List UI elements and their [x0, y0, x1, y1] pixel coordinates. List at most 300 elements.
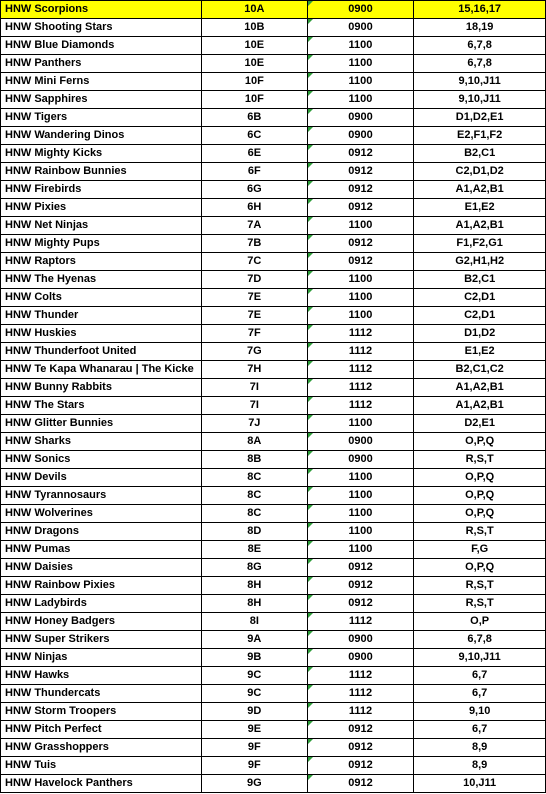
number-as-text-marker-icon: [308, 1, 313, 6]
table-row: [1, 343, 546, 361]
time-cell[interactable]: [307, 1, 414, 19]
grade-cell[interactable]: [201, 595, 307, 613]
grade-cell[interactable]: [201, 577, 307, 595]
number-as-text-marker-icon: [308, 667, 313, 672]
fields-cell[interactable]: [414, 721, 546, 739]
team-name-cell[interactable]: [1, 199, 202, 217]
fields-cell[interactable]: [414, 217, 546, 235]
team-name-cell[interactable]: [1, 127, 202, 145]
table-row: [1, 289, 546, 307]
time-text: 1112: [348, 669, 373, 681]
time-cell[interactable]: [307, 109, 414, 127]
fields-cell[interactable]: [414, 487, 546, 505]
fields-text: O,P,Q: [465, 507, 495, 519]
fields-cell[interactable]: [414, 505, 546, 523]
team-name-cell[interactable]: [1, 109, 202, 127]
grade-cell[interactable]: [201, 37, 307, 55]
grade-cell[interactable]: [201, 613, 307, 631]
table-row: [1, 577, 546, 595]
fields-cell[interactable]: [414, 109, 546, 127]
grade-text: 8C: [247, 471, 262, 483]
team-name-cell[interactable]: [1, 757, 202, 775]
time-text: 0912: [348, 201, 373, 213]
team-name-text: HNW The Hyenas: [5, 273, 97, 285]
grade-cell[interactable]: [201, 253, 307, 271]
time-cell[interactable]: [307, 703, 414, 721]
grade-cell[interactable]: [201, 469, 307, 487]
number-as-text-marker-icon: [308, 541, 313, 546]
grade-cell[interactable]: [201, 199, 307, 217]
grade-cell[interactable]: [201, 505, 307, 523]
grade-cell[interactable]: [201, 271, 307, 289]
grade-cell[interactable]: [201, 235, 307, 253]
number-as-text-marker-icon: [308, 397, 313, 402]
team-name-cell[interactable]: [1, 487, 202, 505]
time-text: 0900: [348, 633, 373, 645]
team-name-text: HNW Mini Ferns: [5, 75, 90, 87]
fields-cell[interactable]: [414, 613, 546, 631]
team-name-cell[interactable]: [1, 73, 202, 91]
time-cell[interactable]: [307, 721, 414, 739]
fields-cell[interactable]: [414, 739, 546, 757]
team-name-cell[interactable]: [1, 1, 202, 19]
table-row: [1, 37, 546, 55]
time-cell[interactable]: [307, 235, 414, 253]
grade-cell[interactable]: [201, 559, 307, 577]
grade-cell[interactable]: [201, 343, 307, 361]
fields-text: A1,A2,B1: [455, 381, 504, 393]
grade-text: 9B: [247, 651, 262, 663]
number-as-text-marker-icon: [308, 523, 313, 528]
number-as-text-marker-icon: [308, 73, 313, 78]
time-cell[interactable]: [307, 685, 414, 703]
number-as-text-marker-icon: [308, 613, 313, 618]
team-name-cell[interactable]: [1, 649, 202, 667]
number-as-text-marker-icon: [308, 775, 313, 780]
time-cell[interactable]: [307, 451, 414, 469]
time-text: 1100: [348, 417, 373, 429]
grade-cell[interactable]: [201, 325, 307, 343]
time-cell[interactable]: [307, 91, 414, 109]
grade-text: 8H: [247, 579, 262, 591]
grade-text: 6B: [247, 111, 262, 123]
fields-cell[interactable]: [414, 469, 546, 487]
fields-text: R,S,T: [465, 597, 494, 609]
grade-text: 9F: [247, 759, 261, 771]
team-name-cell[interactable]: [1, 91, 202, 109]
fields-text: R,S,T: [465, 453, 494, 465]
number-as-text-marker-icon: [308, 307, 313, 312]
table-row: [1, 595, 546, 613]
team-name-text: HNW Pixies: [5, 201, 67, 213]
fields-cell[interactable]: [414, 343, 546, 361]
time-cell[interactable]: [307, 73, 414, 91]
fields-text: O,P,Q: [465, 471, 495, 483]
grade-cell[interactable]: [201, 145, 307, 163]
grade-cell[interactable]: [201, 163, 307, 181]
team-name-text: HNW Thunder: [5, 309, 79, 321]
fields-cell[interactable]: [414, 235, 546, 253]
number-as-text-marker-icon: [308, 163, 313, 168]
time-cell[interactable]: [307, 775, 414, 793]
time-cell[interactable]: [307, 577, 414, 595]
table-row: [1, 667, 546, 685]
team-name-text: HNW Ladybirds: [5, 597, 87, 609]
grade-text: 7B: [247, 237, 262, 249]
team-name-cell[interactable]: [1, 379, 202, 397]
team-name-text: HNW Dragons: [5, 525, 79, 537]
team-name-cell[interactable]: [1, 307, 202, 325]
time-cell[interactable]: [307, 379, 414, 397]
team-name-text: HNW Wolverines: [5, 507, 93, 519]
grade-text: 7G: [246, 345, 262, 357]
time-cell[interactable]: [307, 649, 414, 667]
fields-cell[interactable]: [414, 451, 546, 469]
time-text: 1100: [348, 291, 373, 303]
time-cell[interactable]: [307, 541, 414, 559]
fields-cell[interactable]: [414, 199, 546, 217]
time-cell[interactable]: [307, 289, 414, 307]
grade-text: 8C: [247, 489, 262, 501]
fields-cell[interactable]: [414, 703, 546, 721]
fields-cell[interactable]: [414, 325, 546, 343]
grade-cell[interactable]: [201, 289, 307, 307]
team-name-cell[interactable]: [1, 19, 202, 37]
time-text: 1100: [348, 489, 373, 501]
fields-text: A1,A2,B1: [455, 183, 504, 195]
team-name-text: HNW Te Kapa Whanarau | The Kicke: [5, 363, 194, 375]
fields-text: C2,D1,D2: [455, 165, 504, 177]
time-cell[interactable]: [307, 757, 414, 775]
fields-cell[interactable]: [414, 631, 546, 649]
grade-cell[interactable]: [201, 55, 307, 73]
fields-cell[interactable]: [414, 379, 546, 397]
time-cell[interactable]: [307, 631, 414, 649]
grade-text: 8A: [247, 435, 262, 447]
time-text: 0912: [348, 255, 373, 267]
team-name-cell[interactable]: [1, 577, 202, 595]
fields-cell[interactable]: [414, 253, 546, 271]
time-cell[interactable]: [307, 469, 414, 487]
time-cell[interactable]: [307, 559, 414, 577]
fields-cell[interactable]: [414, 1, 546, 19]
fields-cell[interactable]: [414, 37, 546, 55]
grade-cell[interactable]: [201, 379, 307, 397]
table-row: [1, 775, 546, 793]
fields-text: D2,E1: [464, 417, 495, 429]
table-row: [1, 757, 546, 775]
fields-cell[interactable]: [414, 271, 546, 289]
fields-text: 8,9: [472, 759, 488, 771]
fields-cell[interactable]: [414, 181, 546, 199]
time-cell[interactable]: [307, 667, 414, 685]
time-text: 0912: [348, 723, 373, 735]
time-cell[interactable]: [307, 415, 414, 433]
grade-cell[interactable]: [201, 307, 307, 325]
fields-text: F1,F2,G1: [456, 237, 503, 249]
grade-text: 9D: [247, 705, 262, 717]
table-row: [1, 721, 546, 739]
number-as-text-marker-icon: [308, 217, 313, 222]
fields-cell[interactable]: [414, 685, 546, 703]
fields-cell[interactable]: [414, 289, 546, 307]
team-name-cell[interactable]: [1, 343, 202, 361]
team-schedule-body: [1, 1, 546, 793]
team-name-cell[interactable]: [1, 217, 202, 235]
fields-cell[interactable]: [414, 415, 546, 433]
team-name-text: HNW Tigers: [5, 111, 68, 123]
fields-cell[interactable]: [414, 397, 546, 415]
fields-text: 18,19: [465, 21, 494, 33]
team-name-cell[interactable]: [1, 559, 202, 577]
team-name-text: HNW Thunderfoot United: [5, 345, 137, 357]
team-name-cell[interactable]: [1, 325, 202, 343]
grade-text: 8G: [246, 561, 262, 573]
grade-cell[interactable]: [201, 541, 307, 559]
team-name-cell[interactable]: [1, 631, 202, 649]
grade-cell[interactable]: [201, 667, 307, 685]
team-name-text: HNW Sharks: [5, 435, 72, 447]
time-cell[interactable]: [307, 325, 414, 343]
team-name-cell[interactable]: [1, 685, 202, 703]
team-name-cell[interactable]: [1, 595, 202, 613]
table-row: [1, 163, 546, 181]
fields-text: B2,C1: [464, 273, 496, 285]
team-name-cell[interactable]: [1, 523, 202, 541]
time-text: 0912: [348, 165, 373, 177]
fields-text: O,P,Q: [465, 435, 495, 447]
number-as-text-marker-icon: [308, 235, 313, 240]
time-cell[interactable]: [307, 613, 414, 631]
team-name-text: HNW Havelock Panthers: [5, 777, 133, 789]
time-cell[interactable]: [307, 487, 414, 505]
fields-cell[interactable]: [414, 577, 546, 595]
table-row: [1, 397, 546, 415]
fields-text: A1,A2,B1: [455, 399, 504, 411]
team-name-text: HNW Grasshoppers: [5, 741, 109, 753]
grade-text: 8B: [247, 453, 262, 465]
grade-cell[interactable]: [201, 109, 307, 127]
grade-cell[interactable]: [201, 703, 307, 721]
team-name-cell[interactable]: [1, 145, 202, 163]
table-row: [1, 91, 546, 109]
team-name-text: HNW Blue Diamonds: [5, 39, 115, 51]
time-text: 0900: [348, 435, 373, 447]
team-name-cell[interactable]: [1, 703, 202, 721]
team-name-cell[interactable]: [1, 451, 202, 469]
grade-cell[interactable]: [201, 757, 307, 775]
time-text: 0900: [348, 111, 373, 123]
time-cell[interactable]: [307, 199, 414, 217]
time-cell[interactable]: [307, 397, 414, 415]
fields-cell[interactable]: [414, 19, 546, 37]
fields-cell[interactable]: [414, 145, 546, 163]
time-cell[interactable]: [307, 307, 414, 325]
time-text: 0912: [348, 777, 373, 789]
fields-text: 6,7: [472, 687, 488, 699]
number-as-text-marker-icon: [308, 19, 313, 24]
fields-cell[interactable]: [414, 523, 546, 541]
fields-text: O,P,Q: [465, 561, 495, 573]
number-as-text-marker-icon: [308, 559, 313, 564]
team-name-cell[interactable]: [1, 541, 202, 559]
fields-cell[interactable]: [414, 73, 546, 91]
number-as-text-marker-icon: [308, 37, 313, 42]
table-row: [1, 505, 546, 523]
table-row: [1, 235, 546, 253]
fields-cell[interactable]: [414, 775, 546, 793]
number-as-text-marker-icon: [308, 361, 313, 366]
grade-cell[interactable]: [201, 19, 307, 37]
time-cell[interactable]: [307, 19, 414, 37]
fields-cell[interactable]: [414, 541, 546, 559]
time-cell[interactable]: [307, 595, 414, 613]
team-name-text: HNW Mighty Pups: [5, 237, 100, 249]
team-name-cell[interactable]: [1, 271, 202, 289]
grade-cell[interactable]: [201, 361, 307, 379]
time-cell[interactable]: [307, 433, 414, 451]
time-cell[interactable]: [307, 37, 414, 55]
team-name-cell[interactable]: [1, 613, 202, 631]
number-as-text-marker-icon: [308, 721, 313, 726]
table-row: [1, 181, 546, 199]
team-name-cell[interactable]: [1, 181, 202, 199]
fields-text: 10,J11: [463, 777, 497, 789]
team-name-cell[interactable]: [1, 55, 202, 73]
team-name-cell[interactable]: [1, 667, 202, 685]
time-text: 1100: [348, 273, 373, 285]
grade-cell[interactable]: [201, 181, 307, 199]
team-name-text: HNW Tuis: [5, 759, 57, 771]
fields-cell[interactable]: [414, 433, 546, 451]
grade-cell[interactable]: [201, 739, 307, 757]
grade-cell[interactable]: [201, 1, 307, 19]
time-cell[interactable]: [307, 145, 414, 163]
grade-text: 9C: [247, 687, 262, 699]
grade-cell[interactable]: [201, 721, 307, 739]
team-name-cell[interactable]: [1, 775, 202, 793]
time-cell[interactable]: [307, 217, 414, 235]
team-name-cell[interactable]: [1, 253, 202, 271]
time-text: 0900: [348, 129, 373, 141]
team-name-cell[interactable]: [1, 739, 202, 757]
time-cell[interactable]: [307, 523, 414, 541]
grade-cell[interactable]: [201, 127, 307, 145]
grade-text: 7D: [247, 273, 262, 285]
grade-cell[interactable]: [201, 397, 307, 415]
team-name-cell[interactable]: [1, 361, 202, 379]
number-as-text-marker-icon: [308, 253, 313, 258]
fields-cell[interactable]: [414, 307, 546, 325]
number-as-text-marker-icon: [308, 469, 313, 474]
time-cell[interactable]: [307, 739, 414, 757]
grade-cell[interactable]: [201, 91, 307, 109]
grade-cell[interactable]: [201, 217, 307, 235]
team-name-cell[interactable]: [1, 397, 202, 415]
fields-cell[interactable]: [414, 595, 546, 613]
fields-cell[interactable]: [414, 55, 546, 73]
number-as-text-marker-icon: [308, 91, 313, 96]
team-name-text: HNW Storm Troopers: [5, 705, 117, 717]
fields-cell[interactable]: [414, 667, 546, 685]
time-text: 1112: [348, 705, 373, 717]
time-cell[interactable]: [307, 163, 414, 181]
grade-cell[interactable]: [201, 631, 307, 649]
table-row: [1, 271, 546, 289]
team-name-cell[interactable]: [1, 721, 202, 739]
time-text: 1100: [348, 507, 373, 519]
number-as-text-marker-icon: [308, 145, 313, 150]
time-cell[interactable]: [307, 343, 414, 361]
grade-cell[interactable]: [201, 433, 307, 451]
grade-text: 6G: [246, 183, 262, 195]
number-as-text-marker-icon: [308, 289, 313, 294]
fields-cell[interactable]: [414, 91, 546, 109]
table-row: [1, 469, 546, 487]
grade-cell[interactable]: [201, 685, 307, 703]
fields-cell[interactable]: [414, 559, 546, 577]
fields-cell[interactable]: [414, 163, 546, 181]
time-cell[interactable]: [307, 361, 414, 379]
number-as-text-marker-icon: [308, 505, 313, 510]
grade-cell[interactable]: [201, 649, 307, 667]
time-cell[interactable]: [307, 127, 414, 145]
time-cell[interactable]: [307, 271, 414, 289]
time-cell[interactable]: [307, 253, 414, 271]
grade-cell[interactable]: [201, 451, 307, 469]
team-name-cell[interactable]: [1, 163, 202, 181]
team-name-cell[interactable]: [1, 469, 202, 487]
table-row: [1, 361, 546, 379]
grade-text: 7J: [248, 417, 261, 429]
number-as-text-marker-icon: [308, 271, 313, 276]
grade-text: 8C: [247, 507, 262, 519]
team-name-cell[interactable]: [1, 37, 202, 55]
time-cell[interactable]: [307, 55, 414, 73]
team-name-cell[interactable]: [1, 235, 202, 253]
grade-cell[interactable]: [201, 523, 307, 541]
fields-cell[interactable]: [414, 127, 546, 145]
fields-cell[interactable]: [414, 757, 546, 775]
grade-text: 7F: [247, 327, 261, 339]
grade-text: 6E: [247, 147, 262, 159]
team-name-text: HNW Pumas: [5, 543, 71, 555]
time-cell[interactable]: [307, 181, 414, 199]
table-row: [1, 73, 546, 91]
team-name-text: HNW Pitch Perfect: [5, 723, 102, 735]
team-name-cell[interactable]: [1, 289, 202, 307]
team-name-cell[interactable]: [1, 415, 202, 433]
table-row: [1, 109, 546, 127]
table-row: [1, 415, 546, 433]
team-name-cell[interactable]: [1, 505, 202, 523]
grade-cell[interactable]: [201, 73, 307, 91]
fields-cell[interactable]: [414, 361, 546, 379]
fields-text: G2,H1,H2: [455, 255, 505, 267]
table-row: [1, 1, 546, 19]
team-name-cell[interactable]: [1, 433, 202, 451]
time-text: 0900: [348, 453, 373, 465]
grade-cell[interactable]: [201, 775, 307, 793]
table-row: [1, 325, 546, 343]
fields-text: 15,16,17: [458, 3, 502, 15]
grade-text: 7A: [247, 219, 262, 231]
grade-cell[interactable]: [201, 487, 307, 505]
grade-cell[interactable]: [201, 415, 307, 433]
team-name-text: HNW Thundercats: [5, 687, 101, 699]
time-cell[interactable]: [307, 505, 414, 523]
fields-cell[interactable]: [414, 649, 546, 667]
